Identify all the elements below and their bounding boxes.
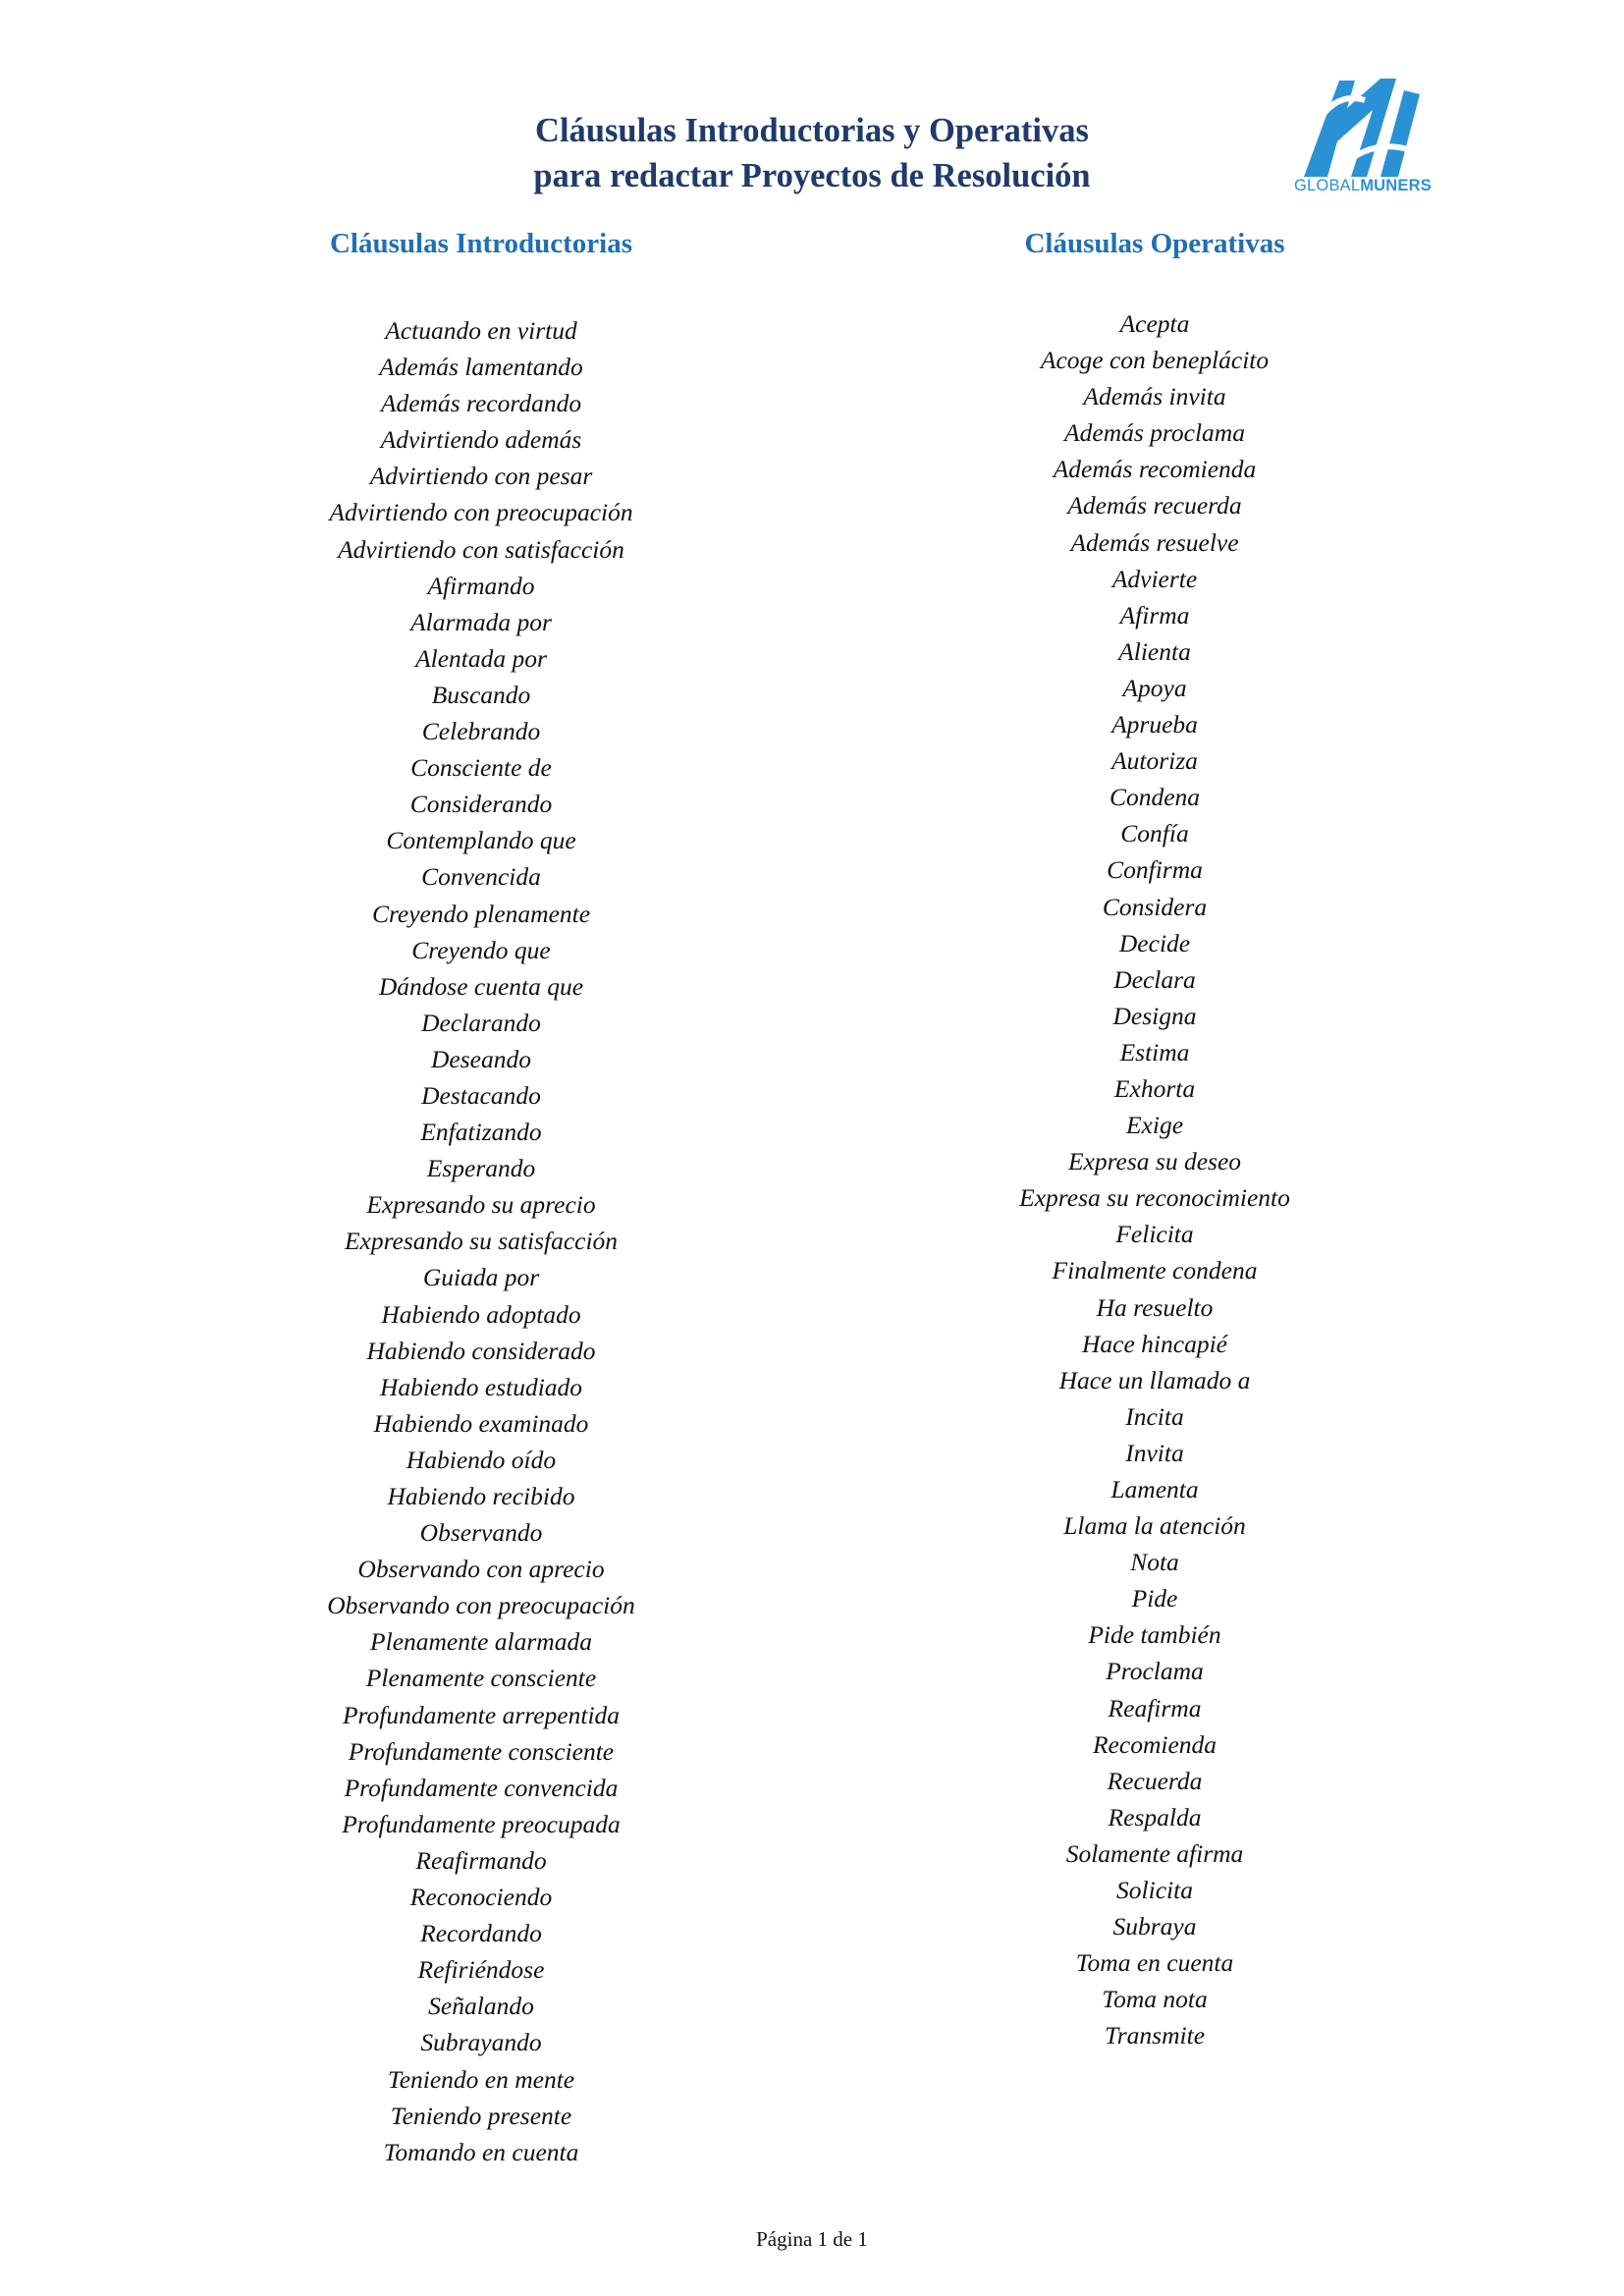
- operative-clause-item: Subraya: [1112, 1912, 1197, 1941]
- operative-clause-item: Hace un llamado a: [1058, 1365, 1251, 1394]
- operative-clauses-list: [958, 305, 1351, 2054]
- operative-clause-item: Considera: [1102, 892, 1208, 921]
- operative-clause-item: Afirma: [1119, 600, 1190, 629]
- introductory-clause-item: Profundamente arrepentida: [342, 1700, 621, 1729]
- introductory-clause-item: Considerando: [409, 790, 553, 819]
- introductory-clause-item: Observando con preocupación: [327, 1591, 635, 1620]
- introductory-clause-item: Advirtiendo con pesar: [369, 462, 593, 491]
- operative-clause-item: Llama la atención: [1063, 1511, 1246, 1541]
- operative-clause-item: Pide: [1131, 1584, 1178, 1613]
- introductory-clause-item: Esperando: [426, 1154, 536, 1183]
- operative-clause-item: Decide: [1118, 928, 1191, 957]
- introductory-clause-item: Advirtiendo además: [380, 425, 582, 455]
- introductory-clause-item: Plenamente consciente: [365, 1664, 597, 1693]
- operative-clause-item: Expresa su reconocimiento: [1019, 1183, 1290, 1213]
- introductory-clause-item: Profundamente convencida: [344, 1773, 619, 1802]
- operative-clause-item: Además recuerda: [1067, 491, 1242, 520]
- operative-clause-item: Nota: [1130, 1548, 1179, 1577]
- operative-clause-item: Lamenta: [1110, 1475, 1199, 1503]
- operative-clause-item: Además recomienda: [1053, 455, 1257, 484]
- introductory-clause-item: Expresando su aprecio: [366, 1190, 596, 1220]
- introductory-clause-item: Habiendo oído: [406, 1445, 557, 1474]
- introductory-clauses-heading: Cláusulas Introductorias: [329, 228, 633, 259]
- introductory-clause-item: Subrayando: [420, 2028, 542, 2057]
- introductory-clause-item: Buscando: [431, 680, 531, 709]
- introductory-clause-item: Teniendo en mente: [387, 2064, 575, 2094]
- introductory-clause-item: Habiendo considerado: [366, 1336, 596, 1365]
- introductory-clause-item: Actuando en virtud: [385, 316, 577, 345]
- operative-clause-item: Autoriza: [1111, 746, 1198, 776]
- introductory-clause-item: Dándose cuenta que: [378, 971, 584, 1001]
- introductory-clause-item: Alentada por: [415, 643, 547, 673]
- introductory-clause-item: Tomando en cuenta: [383, 2137, 579, 2166]
- operative-clause-item: Proclama: [1106, 1657, 1204, 1686]
- operative-clause-item: Reafirma: [1108, 1693, 1202, 1722]
- operative-clause-item: Acepta: [1119, 309, 1190, 338]
- operative-clause-item: Solicita: [1116, 1876, 1193, 1905]
- introductory-clause-item: Observando: [419, 1518, 543, 1548]
- introductory-clause-item: Contemplando que: [386, 826, 576, 855]
- introductory-clause-item: Además recordando: [380, 389, 582, 418]
- introductory-clause-item: Destacando: [421, 1080, 541, 1110]
- operative-clause-item: Además invita: [1083, 382, 1226, 411]
- operative-clause-item: Toma en cuenta: [1075, 1948, 1234, 1978]
- logo-wordmark: [1294, 177, 1432, 195]
- introductory-clause-item: Celebrando: [421, 717, 541, 746]
- introductory-clause-item: Advirtiendo con preocupación: [329, 498, 633, 527]
- operative-clause-item: Advierte: [1111, 564, 1198, 593]
- introductory-clause-item: Advirtiendo con satisfacción: [338, 534, 624, 564]
- operative-clause-item: Invita: [1125, 1438, 1184, 1467]
- title-line-1: Cláusulas Introductorias y Operativas: [535, 112, 1089, 149]
- operative-clause-item: Aprueba: [1111, 710, 1198, 739]
- introductory-clause-item: Plenamente alarmada: [370, 1627, 592, 1657]
- operative-clause-item: Acoge con beneplácito: [1040, 346, 1270, 375]
- operative-clause-item: Alienta: [1118, 636, 1191, 666]
- introductory-clause-item: Observando con aprecio: [357, 1555, 605, 1584]
- introductory-clause-item: Deseando: [431, 1044, 531, 1073]
- operative-clause-item: Toma nota: [1102, 1985, 1208, 2014]
- operative-clause-item: Condena: [1109, 783, 1201, 812]
- operative-clause-item: Además proclama: [1064, 418, 1245, 448]
- operative-clause-item: Hace hincapié: [1082, 1329, 1227, 1358]
- introductory-clause-item: Habiendo adoptado: [381, 1299, 581, 1329]
- operative-clause-item: Confía: [1120, 819, 1189, 848]
- operative-clause-item: Además resuelve: [1070, 527, 1239, 557]
- logo-text-global: GLOBAL: [1294, 177, 1361, 194]
- introductory-clause-item: Refiriéndose: [417, 1955, 545, 1985]
- operative-clause-item: Felicita: [1115, 1220, 1194, 1249]
- introductory-clause-item: Habiendo examinado: [373, 1408, 589, 1438]
- operative-clause-item: Apoya: [1122, 673, 1187, 702]
- page-number: Página 1 de 1: [756, 2227, 868, 2251]
- operative-clause-item: Finalmente condena: [1052, 1256, 1258, 1285]
- operative-clause-item: Recuerda: [1107, 1766, 1203, 1795]
- introductory-clause-item: Expresando su satisfacción: [344, 1227, 619, 1256]
- introductory-clause-item: Convencida: [421, 862, 541, 892]
- operative-clause-item: Ha resuelto: [1096, 1292, 1214, 1322]
- introductory-clause-item: Reafirmando: [415, 1845, 547, 1875]
- operative-clause-item: Exige: [1125, 1111, 1184, 1140]
- introductory-clause-item: Reconociendo: [409, 1883, 553, 1912]
- title-line-2: para redactar Proyectos de Resolución: [533, 157, 1091, 194]
- introductory-clause-item: Profundamente consciente: [348, 1736, 615, 1766]
- introductory-clause-item: Guiada por: [422, 1263, 540, 1292]
- operative-clause-item: Declara: [1113, 964, 1196, 994]
- introductory-clause-item: Declarando: [421, 1008, 541, 1037]
- operative-clause-item: Respalda: [1108, 1802, 1202, 1831]
- logo-text-muners: MUNERS: [1360, 177, 1432, 194]
- operative-clause-item: Confirma: [1107, 855, 1203, 885]
- operative-clause-item: Expresa su deseo: [1067, 1147, 1242, 1176]
- operative-clause-item: Incita: [1125, 1401, 1184, 1431]
- operative-clause-item: Pide también: [1088, 1620, 1221, 1650]
- operative-clause-item: Designa: [1112, 1001, 1197, 1030]
- introductory-clause-item: Señalando: [428, 1992, 534, 2021]
- introductory-clause-item: Creyendo que: [411, 935, 551, 964]
- operative-clause-item: Recomienda: [1092, 1729, 1218, 1759]
- operative-clause-item: Transmite: [1104, 2021, 1206, 2050]
- operative-clause-item: Exhorta: [1113, 1073, 1196, 1103]
- introductory-clause-item: Alarmada por: [410, 607, 552, 636]
- operative-clause-item: Estima: [1119, 1037, 1190, 1066]
- introductory-clause-item: Habiendo recibido: [387, 1482, 575, 1510]
- introductory-clause-item: Enfatizando: [420, 1118, 542, 1147]
- operative-clause-item: Solamente afirma: [1065, 1838, 1244, 1868]
- introductory-clause-item: Afirmando: [427, 571, 535, 600]
- operative-clauses-heading: Cláusulas Operativas: [1024, 228, 1285, 259]
- introductory-clause-item: Además lamentando: [379, 353, 583, 382]
- introductory-clause-item: Habiendo estudiado: [379, 1372, 583, 1401]
- introductory-clause-item: Recordando: [420, 1919, 542, 1948]
- introductory-clauses-list: [285, 312, 677, 2170]
- introductory-clause-item: Consciente de: [410, 753, 552, 783]
- introductory-clause-item: Profundamente preocupada: [342, 1809, 621, 1838]
- introductory-clause-item: Creyendo plenamente: [371, 899, 591, 928]
- introductory-clause-item: Teniendo presente: [390, 2101, 572, 2130]
